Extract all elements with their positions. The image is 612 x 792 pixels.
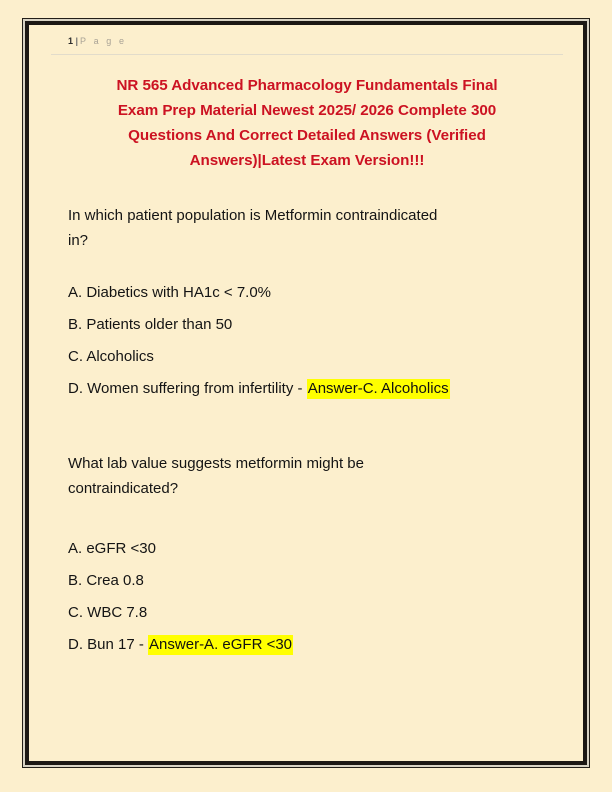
- question-1-option-b: [68, 315, 548, 335]
- title-line-2: Exam Prep Material Newest 2025/ 2026 Complete 300: [117, 102, 497, 119]
- question-2-option-c: [68, 603, 548, 623]
- question-2-line-2: contraindicated?: [68, 480, 179, 497]
- question-1-line-1: In which patient population is Metformin contraindicated: [68, 207, 438, 224]
- option-text: C. WBC 7.8: [68, 604, 148, 621]
- question-1-option-a: [68, 283, 548, 303]
- title-line-4: Answers)|Latest Exam Version!!!: [189, 152, 425, 169]
- question-2-answer-highlight: Answer-A. eGFR <30: [149, 636, 293, 653]
- question-2-prompt: [68, 451, 548, 501]
- page-content: [29, 25, 583, 761]
- option-text: A. eGFR <30: [68, 540, 156, 557]
- title-line-1: NR 565 Advanced Pharmacology Fundamentals Final: [116, 77, 498, 94]
- question-2-options: [68, 539, 548, 655]
- option-text: B. Patients older than 50: [68, 316, 233, 333]
- question-1-answer-highlight: Answer-C. Alcoholics: [307, 380, 449, 397]
- option-text: C. Alcoholics: [68, 348, 154, 365]
- title-line-3: Questions And Correct Detailed Answers (Verified: [128, 127, 486, 144]
- question-2-option-d: [68, 635, 548, 655]
- question-2-option-a: [68, 539, 548, 559]
- question-1-prompt: [68, 203, 548, 253]
- header-divider: [51, 54, 563, 55]
- question-1-option-d: [68, 379, 548, 399]
- question-1-option-c: [68, 347, 548, 367]
- question-2-option-b: [68, 571, 548, 591]
- option-text: A. Diabetics with HA1c < 7.0%: [68, 284, 272, 301]
- page-header: [68, 36, 127, 46]
- question-1-options: [68, 283, 548, 399]
- option-text: D. Women suffering from infertility -: [68, 380, 307, 397]
- page-header-label: P a g e: [80, 36, 127, 46]
- page-number: 1: [68, 36, 74, 46]
- option-text: B. Crea 0.8: [68, 572, 144, 589]
- question-1-line-2: in?: [68, 232, 89, 249]
- document-title: [57, 73, 557, 173]
- option-text: D. Bun 17 -: [68, 636, 149, 653]
- page-header-separator: |: [75, 36, 79, 46]
- question-2-line-1: What lab value suggests metformin might be: [68, 455, 364, 472]
